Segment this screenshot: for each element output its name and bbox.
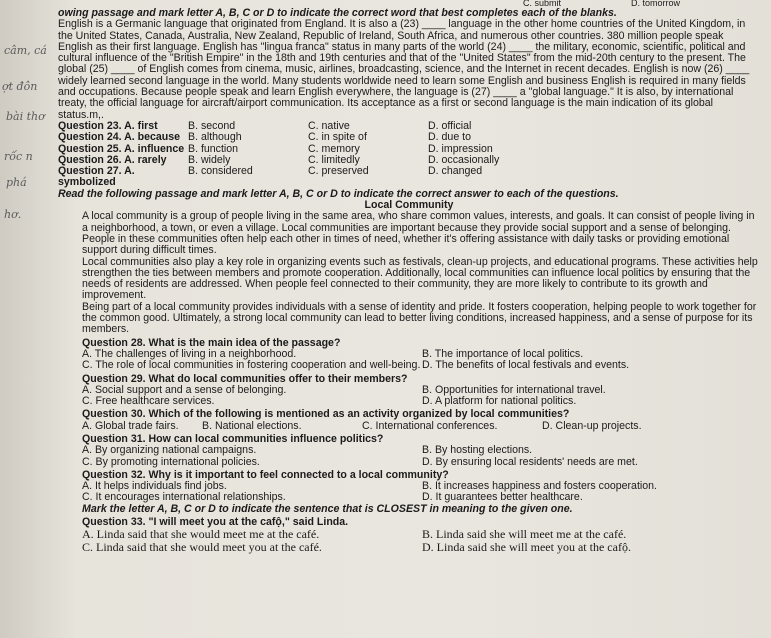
q25-c: C. memory	[308, 142, 360, 155]
q26-d: D. occasionally	[428, 153, 500, 166]
q33-d: D. Linda said she will meet you at the cafộ.	[422, 540, 631, 555]
q27-d: D. changed	[428, 165, 483, 178]
q29-a: A. Social support and a sense of belonging.	[82, 383, 287, 396]
question-24	[58, 132, 760, 143]
q32-b: B. It increases happiness and fosters cooperation.	[422, 480, 657, 493]
passage1-text: English is a Germanic language that originated from England. It is also a (23) ____ language in the other home countries of the United Kingdom, in the United States, Canada, Australia, New Zealand, Republic of Ireland, South Africa, and numerous other countries. 380 million people speak English as their first language. English has "lingua franca" status in many parts of the world (24) ____ the military, economic, scientific, political and cultural influence of the "British Empire" in the 18th and 19th centuries and that of the "United States" from the mid-20th century to the present. The global (25) ____ of English comes from cinema, music, airlines, broadcasting, science, and the Internet in recent decades. English is now (26) ____ widely learned second language in the world. Many students worldwide need to learn some English and business English is required in many fields and occupations. Because people speak and learn English everywhere, the language is (27) ____ a "global language." It is also, by international treaty, the official language for aircraft/airport communication. Its acceptance as a first or second language is the main indication of its global status.m,.	[58, 18, 750, 121]
section-instruction-3: Mark the letter A, B, C or D to indicate the sentence that is CLOSEST in meaning to the given one.	[82, 502, 573, 515]
q23-d: D. official	[428, 119, 472, 132]
q29-b: B. Opportunities for international travel.	[422, 383, 606, 396]
q25-d: D. impression	[428, 142, 493, 155]
question-33-options	[82, 528, 760, 554]
q32-a: A. It helps individuals find jobs.	[82, 480, 227, 493]
passage2-para3: Being part of a local community provides individuals with a sense of identity and pride. It fosters cooperation, helping people to work together for the common good. Ultimately, a strong local community can lead to better living conditions, increased happiness, and a sense of purpose for its members.	[82, 300, 757, 336]
q24-d: D. due to	[428, 131, 471, 144]
q30-c: C. International conferences.	[362, 419, 498, 432]
passage2-para2: Local communities also play a key role in organizing events such as festivals, clean-up projects, and educational programs. These activities help strengthen the ties between members and promote cooperation. Additionally, local communities can influence local politics by ensuring that the needs of residents are addressed. When people feel connected to their community, they are more likely to contribute to its growth and improvement.	[82, 255, 758, 302]
question-31-options	[82, 445, 760, 468]
top-option-c: C. submit	[522, 0, 561, 8]
margin-note-3: bài thơ	[6, 110, 45, 123]
q31-d: D. By ensuring local residents' needs are met.	[422, 455, 638, 468]
margin-note-5: phá	[6, 176, 27, 189]
q26-a: Question 26. A. rarely	[58, 153, 167, 166]
margin-note-6: hơ.	[4, 208, 22, 221]
q27-a: Question 27. A. symbolized	[58, 165, 135, 189]
q28-d: D. The benefits of local festivals and events.	[422, 359, 630, 372]
q25-a: Question 25. A. influence	[58, 142, 185, 155]
question-29-stem: Question 29. What do local communities offer to their members?	[82, 372, 408, 385]
margin-note-2: ợt đôn	[2, 80, 38, 93]
q32-c: C. It encourages international relationships.	[82, 491, 286, 504]
q26-c: C. limitedly	[308, 153, 360, 166]
question-28-stem: Question 28. What is the main idea of the passage?	[82, 336, 341, 349]
q30-d: D. Clean-up projects.	[542, 419, 642, 432]
q26-b: B. widely	[188, 153, 231, 166]
q24-b: B. although	[188, 131, 242, 144]
question-32-stem: Question 32. Why is it important to feel connected to a local community?	[82, 468, 449, 481]
q24-a: Question 24. A. because	[58, 131, 181, 144]
q31-a: A. By organizing national campaigns.	[82, 444, 257, 457]
question-31-stem: Question 31. How can local communities influence politics?	[82, 432, 384, 445]
question-30-stem: Question 30. Which of the following is mentioned as an activity organized by local communities?	[82, 408, 570, 421]
question-30-options	[82, 421, 760, 432]
q30-a: A. Global trade fairs.	[82, 419, 179, 432]
q31-c: C. By promoting international policies.	[82, 455, 260, 468]
margin-note-4: rốc n	[4, 150, 33, 163]
q33-b: B. Linda said she will meet me at the café.	[422, 527, 627, 542]
q23-c: C. native	[308, 119, 350, 132]
q29-c: C. Free healthcare services.	[82, 395, 215, 408]
question-32-options	[82, 481, 760, 504]
q33-a: A. Linda said that she would meet me at the café.	[82, 527, 320, 542]
q29-d: D. A platform for national politics.	[422, 395, 577, 408]
q28-c: C. The role of local communities in fostering cooperation and well-being.	[82, 359, 421, 372]
q25-b: B. function	[188, 142, 239, 155]
q23-a: Question 23. A. first	[58, 119, 158, 132]
question-26	[58, 155, 760, 166]
page-content	[58, 0, 760, 554]
q27-b: B. considered	[188, 165, 253, 178]
section-instruction-2: Read the following passage and mark letter A, B, C or D to indicate the correct answer to each of the questions.	[58, 187, 619, 200]
margin-note-1: câm, cá	[4, 44, 47, 57]
question-29-options	[82, 385, 760, 408]
question-27	[58, 166, 760, 189]
q31-b: B. By hosting elections.	[422, 444, 533, 457]
question-28-options	[82, 349, 760, 372]
q23-b: B. second	[188, 119, 236, 132]
q33-c: C. Linda said that she would meet you at the café.	[82, 540, 322, 555]
passage2-title: Local Community	[364, 199, 454, 212]
question-33-stem: Question 33. "I will meet you at the cafộ," said Linda.	[82, 516, 349, 529]
q32-d: D. It guarantees better healthcare.	[422, 491, 583, 504]
q24-c: C. in spite of	[308, 131, 367, 144]
top-option-d: D. tomorrow	[630, 0, 680, 8]
q28-b: B. The importance of local politics.	[422, 347, 584, 360]
q28-a: A. The challenges of living in a neighborhood.	[82, 347, 297, 360]
q30-b: B. National elections.	[202, 419, 302, 432]
passage2-para1: A local community is a group of people living in the same area, who share common values, interests, and goals. It can consist of people living in a neighborhood, a town, or even a village. Local communities are important because they provide social support and a sense of belonging. People in these communities often help each other in times of need, whether it's offering assistance with daily tasks or providing emotional support during difficult times.	[82, 210, 755, 257]
q27-c: C. preserved	[308, 165, 369, 178]
section-instruction-1: owing passage and mark letter A, B, C or D to indicate the correct word that best completes each of the blanks.	[58, 7, 617, 19]
